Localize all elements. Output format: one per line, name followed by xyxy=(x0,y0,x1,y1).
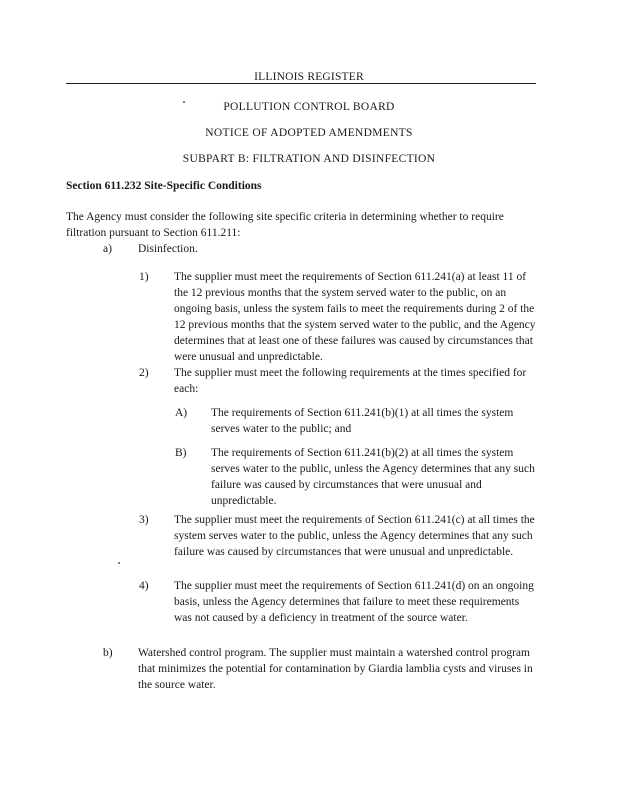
item-a2A-label: A) xyxy=(175,407,188,419)
item-a1-text: The supplier must meet the requirements of Section 611.241(a) at least 11 of the 12 previous months that the system served water to the public, on an ongoing basis, unless the system fails to meet the requirements during 2 of the 12 previous months that the system served water to the public, and the Agency determines that at least one of these failures was caused by circumstances that were unusual and unpredictable. xyxy=(174,271,536,363)
item-a-label: a) xyxy=(103,243,112,255)
item-a4-text: The supplier must meet the requirements of Section 611.241(d) on an ongoing basis, unless the Agency determines that failure to meet these requirements was not caused by a deficiency in treatment of the source water. xyxy=(174,580,534,624)
item-b-label: b) xyxy=(103,647,113,659)
item-a-text: Disinfection. xyxy=(138,243,198,255)
notice-title: NOTICE OF ADOPTED AMENDMENTS xyxy=(205,127,413,139)
register-title-text: ILLINOIS REGISTER xyxy=(248,71,370,83)
subpart-heading: SUBPART B: FILTRATION AND DISINFECTION xyxy=(182,153,436,165)
section-title: Section 611.232 Site-Specific Conditions xyxy=(66,180,262,192)
item-a2-text: The supplier must meet the following requirements at the times specified for each: xyxy=(174,367,527,395)
item-a2B-label: B) xyxy=(175,447,187,459)
item-a2B-text: The requirements of Section 611.241(b)(2) at all times the system serves water to the public, unless the Agency determines that any such failure was caused by circumstances that were unusual and unpredictable. xyxy=(211,447,535,507)
scan-speck xyxy=(118,562,120,564)
item-a3-label: 3) xyxy=(139,514,149,526)
item-a1-label: 1) xyxy=(139,271,149,283)
register-title xyxy=(0,69,618,85)
board-name: POLLUTION CONTROL BOARD xyxy=(223,101,395,113)
item-a4-label: 4) xyxy=(139,580,149,592)
item-b-text: Watershed control program. The supplier must maintain a watershed control program that minimizes the potential for contamination by Giardia lamblia cysts and viruses in the source water. xyxy=(138,647,533,691)
intro-paragraph: The Agency must consider the following site specific criteria in determining whether to require filtration pursuant to Section 611.211: xyxy=(66,211,504,239)
item-a3-text: The supplier must meet the requirements of Section 611.241(c) at all times the system serves water to the public, unless the Agency determines that any such failure was caused by circumstances that were unusual and unpredictable. xyxy=(174,514,535,558)
item-a2-label: 2) xyxy=(139,367,149,379)
item-a2A-text: The requirements of Section 611.241(b)(1) at all times the system serves water to the public; and xyxy=(211,407,514,435)
